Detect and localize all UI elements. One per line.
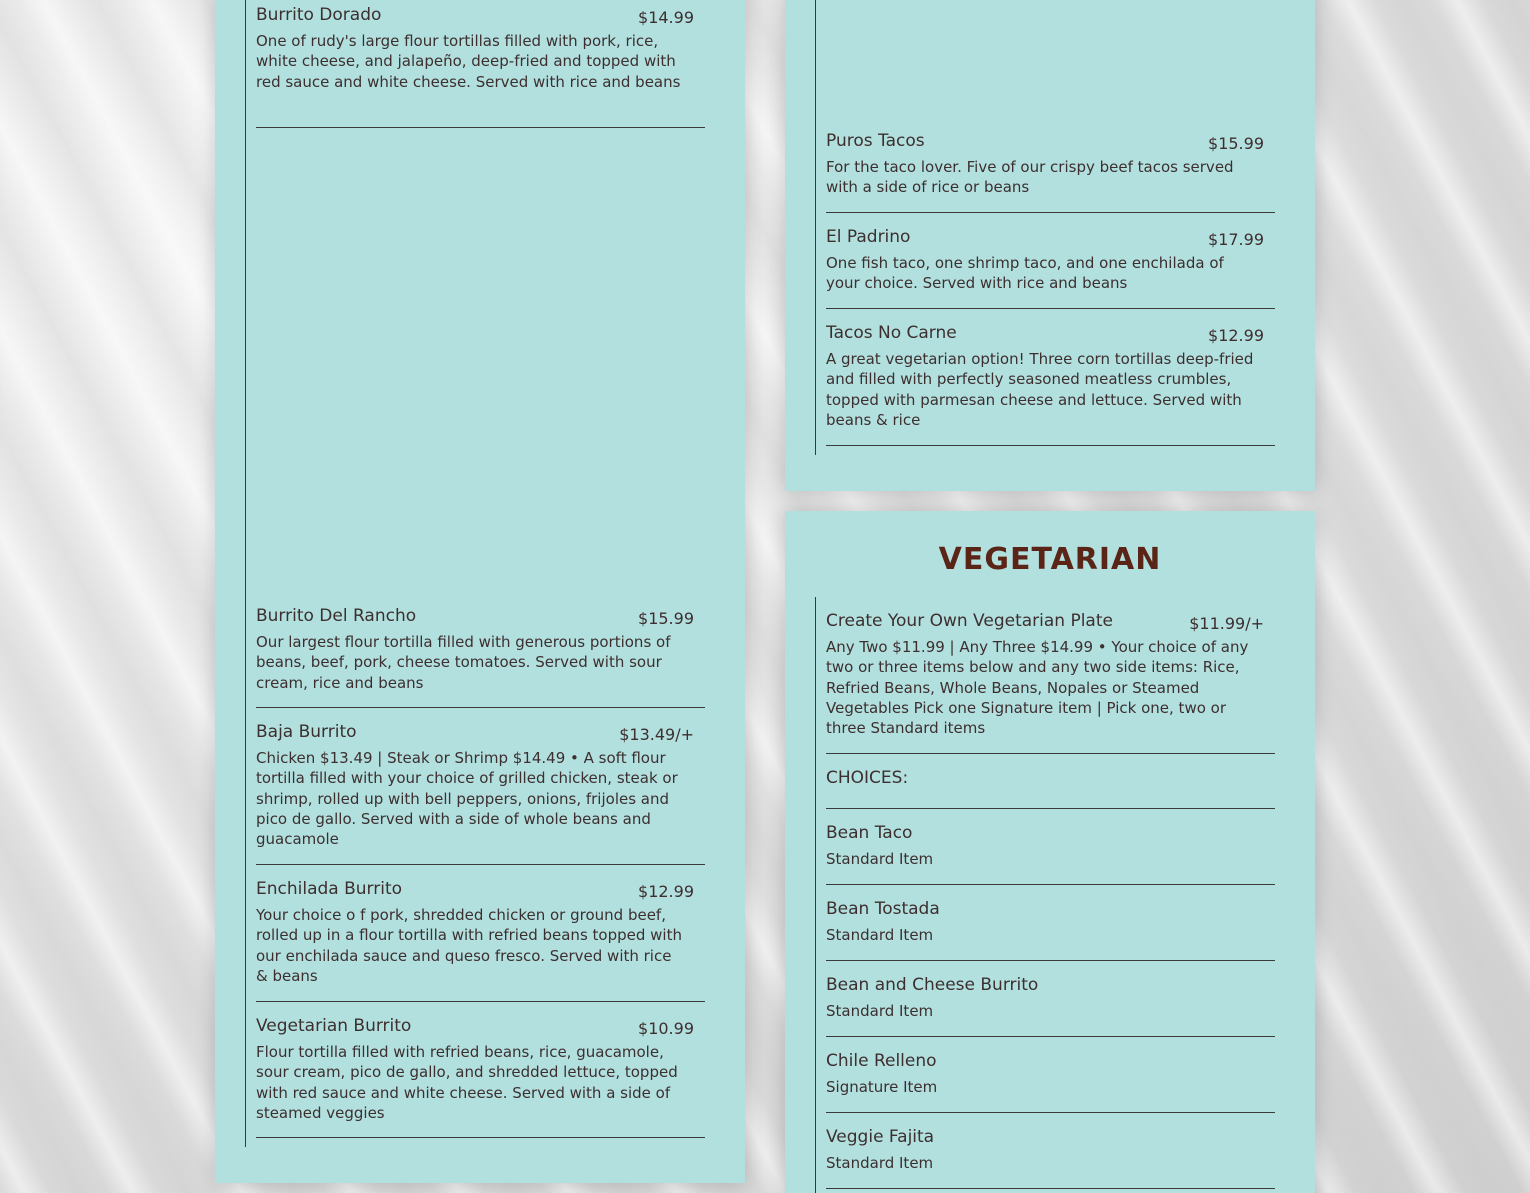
item-description: Your choice o f pork, shredded chicken or ground beef, rolled up in a flour tortilla with refried beans topped with our enchilada sauce and queso fresco. Served with rice & beans bbox=[256, 906, 682, 985]
vegetarian-column-rule bbox=[815, 597, 816, 1193]
item-price: $12.99 bbox=[638, 882, 694, 901]
item-divider bbox=[256, 864, 705, 865]
tacos-column-rule bbox=[815, 0, 816, 455]
item-title: Bean Taco bbox=[826, 823, 913, 843]
item-type: Standard Item bbox=[826, 850, 934, 868]
item-divider bbox=[826, 1188, 1275, 1189]
item-title: Bean and Cheese Burrito bbox=[826, 975, 1039, 995]
item-title: Create Your Own Vegetarian Plate bbox=[826, 611, 1113, 631]
item-divider bbox=[826, 884, 1275, 885]
item-description: Chicken $13.49 | Steak or Shrimp $14.49 • A soft flour tortilla filled with your choice of grilled chicken, steak or shrimp, rolled up with bell peppers, onions, frijoles and pico de gallo. Served with a side of whole beans and guacamole bbox=[256, 749, 678, 849]
left-menu-panel bbox=[215, 0, 745, 1183]
item-type: Standard Item bbox=[826, 1154, 934, 1172]
item-title: Burrito Dorado bbox=[256, 5, 382, 25]
item-price: $17.99 bbox=[1208, 230, 1264, 249]
item-type: Standard Item bbox=[826, 1002, 934, 1020]
item-price: $15.99 bbox=[1208, 134, 1264, 153]
item-divider bbox=[256, 1137, 705, 1138]
item-description: Flour tortilla filled with refried beans, rice, guacamole, sour cream, pico de gallo, and shredded lettuce, topped with red sauce and white cheese. Served with a side of steamed veggies bbox=[256, 1043, 678, 1122]
item-type: Standard Item bbox=[826, 926, 934, 944]
item-divider bbox=[826, 1112, 1275, 1113]
item-price: $11.99/+ bbox=[1189, 614, 1264, 633]
item-price: $15.99 bbox=[638, 609, 694, 628]
item-divider bbox=[826, 808, 1275, 809]
item-divider bbox=[826, 1036, 1275, 1037]
item-title: Baja Burrito bbox=[256, 722, 357, 742]
item-divider bbox=[256, 127, 705, 128]
item-title: Vegetarian Burrito bbox=[256, 1016, 412, 1036]
item-title: El Padrino bbox=[826, 227, 911, 247]
item-divider bbox=[826, 753, 1275, 754]
item-description: Our largest flour tortilla filled with generous portions of beans, beef, pork, cheese tomatoes. Served with sour cream, rice and beans bbox=[256, 633, 671, 692]
item-price: $12.99 bbox=[1208, 326, 1264, 345]
item-title: Puros Tacos bbox=[826, 131, 925, 151]
item-divider bbox=[826, 445, 1275, 446]
item-divider bbox=[256, 707, 705, 708]
item-description: One fish taco, one shrimp taco, and one enchilada of your choice. Served with rice and beans bbox=[826, 254, 1224, 293]
left-column-rule bbox=[245, 0, 246, 1147]
item-type: Signature Item bbox=[826, 1078, 938, 1096]
item-description: For the taco lover. Five of our crispy beef tacos served with a side of rice or beans bbox=[826, 158, 1234, 197]
item-divider bbox=[256, 1001, 705, 1002]
item-description: A great vegetarian option! Three corn tortillas deep-fried and filled with perfectly seasoned meatless crumbles, topped with parmesan cheese and lettuce. Served with beans & rice bbox=[826, 350, 1254, 429]
item-price: $10.99 bbox=[638, 1019, 694, 1038]
item-title: Veggie Fajita bbox=[826, 1127, 935, 1147]
item-price: $14.99 bbox=[638, 8, 694, 27]
item-description: One of rudy's large flour tortillas filled with pork, rice, white cheese, and jalapeño, deep-fried and topped with red sauce and white cheese. Served with rice and beans bbox=[256, 32, 681, 91]
item-price: $13.49/+ bbox=[619, 725, 694, 744]
item-divider bbox=[826, 960, 1275, 961]
item-description: Any Two $11.99 | Any Three $14.99 • Your choice of any two or three items below and any two side items: Rice, Refried Beans, Whole Beans, Nopales or Steamed Vegetables Pick one Signature item | Pick one, two or three Standard items bbox=[826, 638, 1249, 738]
item-divider bbox=[826, 308, 1275, 309]
item-title: Bean Tostada bbox=[826, 899, 940, 919]
item-divider bbox=[826, 212, 1275, 213]
item-title: Chile Relleno bbox=[826, 1051, 937, 1071]
item-title: Enchilada Burrito bbox=[256, 879, 403, 899]
item-title: Tacos No Carne bbox=[826, 323, 957, 343]
item-title: CHOICES: bbox=[826, 768, 909, 788]
vegetarian-heading: VEGETARIAN bbox=[938, 542, 1162, 577]
item-title: Burrito Del Rancho bbox=[256, 606, 417, 626]
